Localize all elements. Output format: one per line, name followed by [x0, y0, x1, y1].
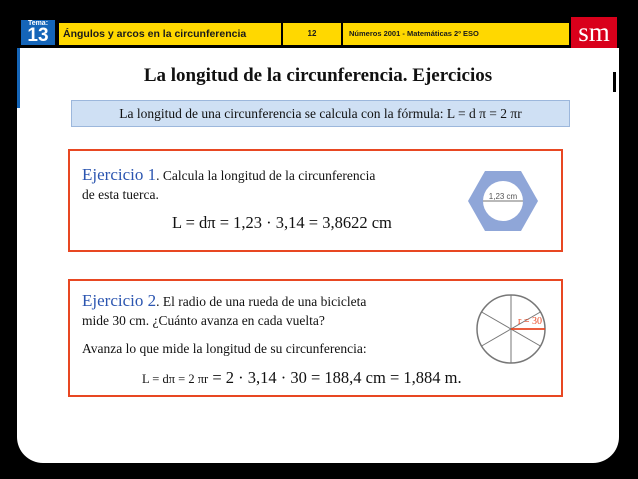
- exercise-2-result-formula: L = dπ = 2 πr: [142, 372, 209, 386]
- page-number: 12: [283, 23, 341, 45]
- wheel-radius-label: r = 30: [518, 316, 542, 327]
- exercise-2-hint: Avanza lo que mide la longitud de su circunferencia:: [82, 341, 367, 356]
- exercise-2-statement: [82, 291, 462, 330]
- exercise-1-box: [68, 149, 563, 252]
- series-label: Números 2001 - Matemáticas 2º ESO: [343, 23, 569, 45]
- exercise-2-result-value: = 2 · 3,14 · 30 = 188,4 cm = 1,884 m.: [208, 368, 462, 387]
- nut-diameter-label: 1,23 cm: [488, 192, 518, 201]
- exercise-2-text-a: . El radio de una rueda de una bicicleta: [156, 294, 367, 309]
- exercise-2-result: [142, 368, 462, 388]
- bicycle-wheel-icon: [473, 291, 549, 367]
- formula-banner: La longitud de una circunferencia se calcula con la fórmula: L = d π = 2 πr: [71, 100, 570, 127]
- exercise-1-statement: [82, 165, 442, 204]
- slide: [17, 15, 619, 463]
- exercise-1-text-b: de esta tuerca.: [82, 187, 159, 202]
- hex-nut-icon: [466, 169, 540, 233]
- tema-number: 13: [27, 25, 49, 46]
- exercise-1-result: L = dπ = 1,23 · 3,14 = 3,8622 cm: [172, 213, 392, 232]
- unit-title: Ángulos y arcos en la circunferencia: [59, 23, 281, 45]
- exercise-2-heading: Ejercicio 2: [82, 291, 157, 310]
- tema-label: Tema:: [27, 20, 49, 27]
- page-title: La longitud de la circunferencia. Ejercicios: [143, 65, 493, 86]
- exercise-1-heading: Ejercicio 1: [82, 165, 157, 184]
- header-bar: [17, 15, 619, 48]
- sm-logo: sm: [571, 17, 617, 48]
- exercise-2-box: [68, 279, 563, 397]
- exercise-1-text-a: . Calcula la longitud de la circunferencia: [156, 168, 376, 183]
- exercise-2-text-b: mide 30 cm. ¿Cuánto avanza en cada vuelta?: [82, 313, 325, 328]
- tema-badge: [21, 20, 55, 45]
